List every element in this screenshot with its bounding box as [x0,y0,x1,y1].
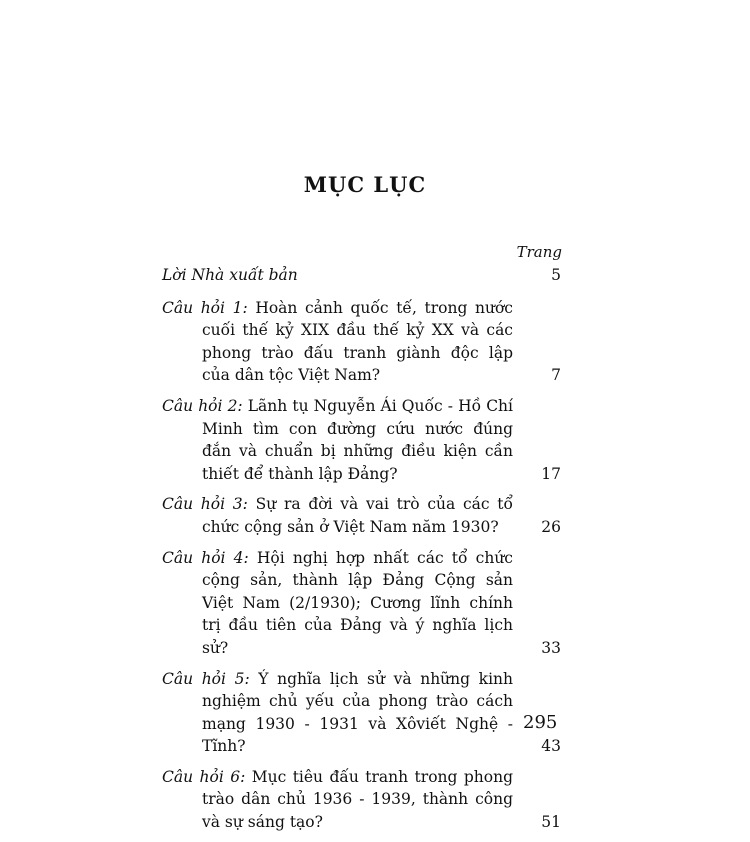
toc-entry-text: Hội nghị hợp nhất các tổ chức cộng sản, thành lập Đảng Cộng sản Việt Nam (2/1930); Cương lĩnh chính trị đầu tiên của Đảng và ý nghĩa lịch sử? [202,548,513,657]
toc-entry-label: Lời Nhà xuất bản [162,266,298,284]
toc-entry-page: 17 [541,464,561,483]
toc-entry-text: Hoàn cảnh quốc tế, trong nước cuối thế kỷ XIX đầu thế kỷ XX và các phong trào đấu tranh giành độc lập của dân tộc Việt Nam? [202,298,513,385]
toc-entry-page: 5 [551,266,561,284]
table-of-contents [162,264,561,842]
toc-entry-question-5 [162,668,561,758]
toc-entry-label: Câu hỏi 6: [162,767,246,786]
toc-entry-publisher-note [162,264,561,287]
toc-entry-label: Câu hỏi 5: [162,669,250,688]
toc-entry-label: Câu hỏi 2: [162,396,243,415]
toc-entry-page: 51 [541,813,561,832]
toc-entry-page: 33 [541,638,561,657]
toc-entry-question-2 [162,395,561,485]
page-column-header: Trang [516,243,562,261]
toc-entry-question-1 [162,297,561,387]
toc-entry-label: Câu hỏi 1: [162,298,248,317]
toc-entry-question-6 [162,766,561,834]
toc-entry-question-3 [162,493,561,538]
toc-entry-text: Lãnh tụ Nguyễn Ái Quốc - Hồ Chí Minh tìm con đường cứu nước đúng đắn và chuẩn bị những điều kiện cần thiết để thành lập Đảng? [202,396,513,483]
toc-entry-text: Sự ra đời và vai trò của các tổ chức cộng sản ở Việt Nam năm 1930? [202,495,513,536]
page-number: 295 [523,712,558,733]
toc-entry-text: Mục tiêu đấu tranh trong phong trào dân chủ 1936 - 1939, thành công và sự sáng tạo? [202,767,513,832]
page-title: MỤC LỤC [303,172,427,197]
toc-entry-question-4 [162,547,561,660]
toc-entry-page: 26 [541,517,561,536]
toc-entry-label: Câu hỏi 4: [162,548,249,567]
toc-entry-label: Câu hỏi 3: [162,495,248,514]
toc-entry-text: Ý nghĩa lịch sử và những kinh nghiệm chủ yếu của phong trào cách mạng 1930 - 1931 và Xôviết Nghệ - Tĩnh? [202,669,513,756]
toc-entry-page: 7 [551,366,561,385]
toc-entry-page: 43 [541,737,561,756]
